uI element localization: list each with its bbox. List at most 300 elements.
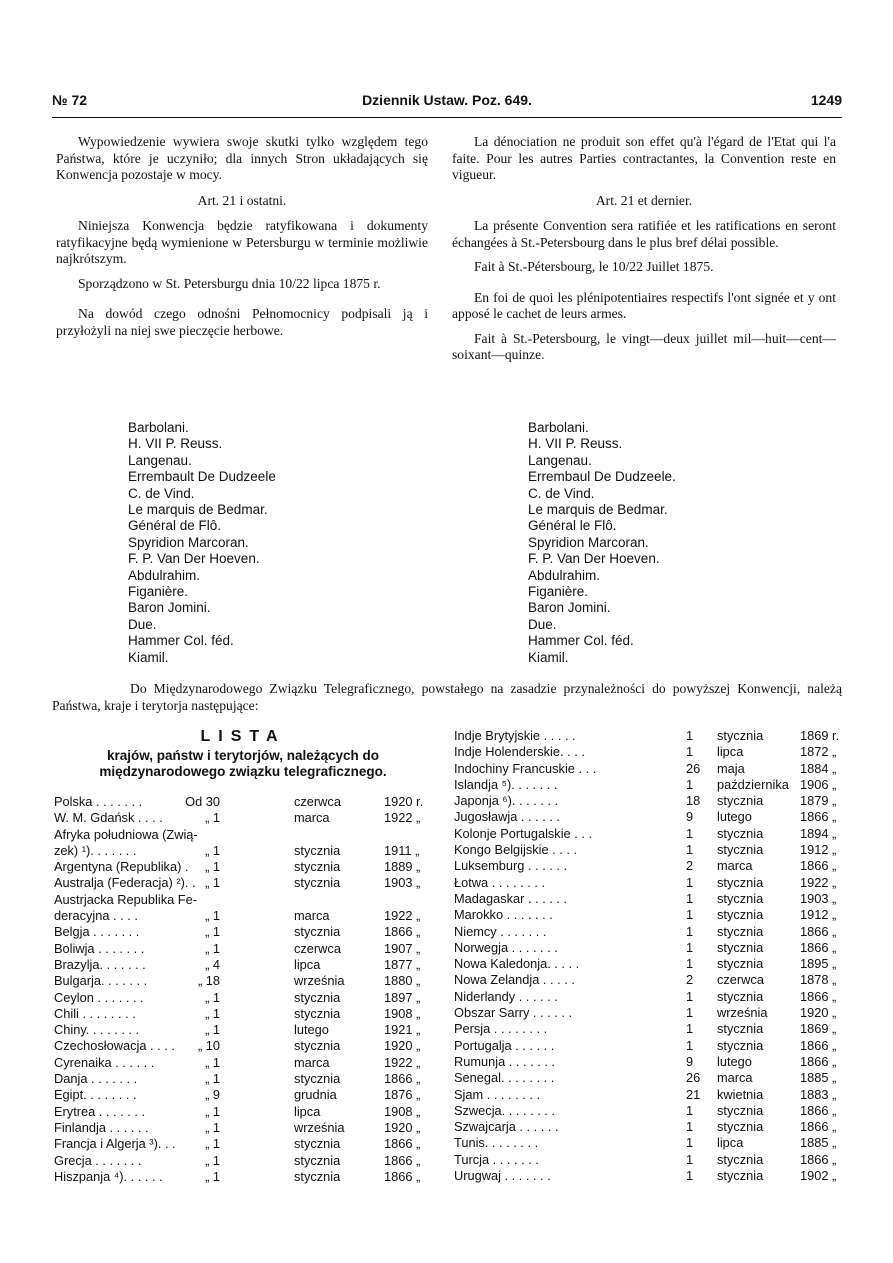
date-month: stycznia	[717, 956, 764, 972]
date-month: marca	[717, 858, 753, 874]
date-day: „ 1	[205, 875, 220, 891]
date-day: „ 1	[205, 1119, 220, 1135]
table-row	[454, 858, 838, 874]
table-row	[54, 1038, 436, 1054]
country-name: Czechosłowacja . . . .	[54, 1038, 175, 1054]
table-row	[454, 1103, 838, 1119]
date-month: stycznia	[294, 1152, 341, 1168]
country-name: Łotwa . . . . . . . .	[454, 874, 546, 890]
date-year: 1866 „	[384, 1168, 421, 1184]
date-month: lipca	[717, 1135, 744, 1151]
date-year: 1885 „	[800, 1135, 837, 1151]
country-name: Islandja ⁵). . . . . . .	[454, 776, 558, 792]
date-year: 1902 „	[800, 1168, 837, 1184]
date-month: września	[294, 1119, 345, 1135]
country-name: Luksemburg . . . . . .	[454, 858, 568, 874]
date-year: 1878 „	[800, 972, 837, 988]
country-name: Chiny. . . . . . . .	[54, 1022, 140, 1038]
table-row	[454, 1021, 838, 1037]
polish-para-witness: Na dowód czego odnośni Pełnomocnicy podpisali ją i przyłożyli na niej swe pieczęcie herbowe.	[56, 306, 428, 338]
date-year: 1866 „	[800, 1037, 837, 1053]
country-name: Ceylon . . . . . . .	[54, 989, 144, 1005]
country-name: Francja i Algerja ³). . .	[54, 1136, 176, 1152]
issue-number: № 72	[52, 92, 88, 108]
date-year: 1866 „	[800, 809, 837, 825]
country-name: Szwajcarja . . . . . .	[454, 1119, 559, 1135]
members-table-left	[54, 794, 436, 1185]
country-name: Japonja ⁶). . . . . . .	[454, 793, 559, 809]
date-day: „ 1	[205, 1071, 220, 1087]
date-day: 1	[686, 923, 694, 939]
signature: C. de Vind.	[128, 485, 195, 501]
date-month: czerwca	[717, 972, 764, 988]
table-row	[454, 956, 838, 972]
date-year: 1912 „	[800, 842, 837, 858]
date-year: 1922 „	[384, 908, 421, 924]
date-day: „ 1	[205, 1022, 220, 1038]
date-year: 1883 „	[800, 1086, 837, 1102]
date-month: stycznia	[717, 1168, 764, 1184]
date-month: stycznia	[294, 1136, 341, 1152]
table-row	[54, 1136, 436, 1152]
table-row	[454, 777, 838, 793]
table-row	[54, 990, 436, 1006]
table-row	[54, 1153, 436, 1169]
date-day: 1	[686, 939, 694, 955]
signature: Figanière.	[128, 584, 189, 600]
date-month: stycznia	[294, 1005, 341, 1021]
country-name: Obszar Sarry . . . . . .	[454, 1005, 573, 1021]
country-name: Kolonje Portugalskie . . .	[454, 825, 592, 841]
polish-para-ratification: Niniejsza Konwencja będzie ratyfikowana i dokumenty ratyfikacyjne będą wymienione w Petersburgu w terminie możliwie najkrótszym.	[56, 218, 428, 266]
country-name: Afryka południowa (Zwią-	[54, 826, 198, 842]
date-year: 1866 „	[800, 1119, 837, 1135]
date-day: 1	[686, 907, 694, 923]
date-day: „ 1	[205, 810, 220, 826]
date-month: stycznia	[294, 859, 341, 875]
date-day: 9	[686, 1053, 694, 1069]
country-name: Polska . . . . . . .	[54, 794, 143, 809]
date-day: 2	[686, 858, 694, 874]
country-name: Rumunja . . . . . . .	[454, 1053, 555, 1069]
date-year: 1894 „	[800, 825, 837, 841]
date-year: 1884 „	[800, 760, 837, 776]
date-year: 1866 „	[384, 1136, 421, 1152]
signature: Kiamil.	[528, 649, 569, 665]
table-row	[54, 1071, 436, 1087]
date-month: stycznia	[717, 1102, 764, 1118]
date-day: „ 18	[197, 973, 220, 989]
date-year: 1866 „	[800, 858, 837, 874]
country-name: Cyrenaika . . . . . .	[54, 1054, 155, 1070]
table-row	[454, 1005, 838, 1021]
date-day: „ 1	[205, 1054, 220, 1070]
date-day: 18	[686, 793, 701, 809]
table-row	[454, 744, 838, 760]
date-year: 1869 r.	[800, 728, 840, 743]
table-row	[54, 924, 436, 940]
country-name: Indochiny Francuskie . . .	[454, 760, 597, 776]
country-name: Finlandja . . . . . .	[54, 1119, 149, 1135]
signature: Le marquis de Bedmar.	[128, 502, 268, 518]
date-day: „ 10	[197, 1038, 220, 1054]
date-month: stycznia	[294, 1038, 341, 1054]
signature: Langenau.	[128, 452, 192, 468]
date-month: stycznia	[717, 939, 764, 955]
country-name: Chili . . . . . . . .	[54, 1005, 136, 1021]
country-name: Senegal. . . . . . . .	[454, 1070, 555, 1086]
list-subtitle: krajów, państw i terytorjów, należących do międzynarodowego związku telegraficznego.	[99, 748, 387, 779]
date-year: 1897 „	[384, 989, 421, 1005]
country-name: Boliwja . . . . . . .	[54, 940, 145, 956]
country-name: Danja . . . . . . .	[54, 1071, 138, 1087]
polish-article-heading: Art. 21 i ostatni.	[197, 192, 287, 208]
table-row	[454, 875, 838, 891]
date-day: „ 1	[205, 859, 220, 875]
date-day: „ 1	[205, 1136, 220, 1152]
date-year: 1908 „	[384, 1005, 421, 1021]
country-name: Tunis. . . . . . . .	[454, 1135, 539, 1151]
french-para-done: Fait à St.-Petersbourg, le vingt—deux juillet mil—huit—cent—soixant—quinze.	[452, 330, 836, 362]
signature: Errembault De Dudzeele	[128, 469, 276, 485]
country-name: deracyjna . . . .	[54, 908, 138, 924]
page-number: 1249	[810, 92, 842, 108]
signatures-right	[528, 420, 676, 666]
journal-title: Dziennik Ustaw. Poz. 649.	[362, 92, 532, 108]
country-name: Jugosławja . . . . . .	[454, 809, 560, 825]
table-row	[54, 1087, 436, 1103]
date-month: stycznia	[294, 875, 341, 891]
country-name: Argentyna (Republika) .	[54, 859, 189, 875]
date-day: „ 1	[205, 1168, 220, 1184]
date-day: 9	[686, 809, 694, 825]
signature: Baron Jomini.	[128, 600, 211, 616]
country-name: Urugwaj . . . . . . .	[454, 1168, 551, 1184]
date-month: stycznia	[717, 728, 764, 743]
date-month: stycznia	[717, 793, 764, 809]
country-name: Brazylja. . . . . . .	[54, 956, 146, 972]
table-row	[454, 940, 838, 956]
date-year: 1920 „	[384, 1038, 421, 1054]
signature: H. VII P. Reuss.	[528, 436, 623, 452]
date-day: 21	[686, 1086, 701, 1102]
signature: Hammer Col. féd.	[128, 633, 234, 649]
table-row	[454, 826, 838, 842]
country-name: Turcja . . . . . . .	[454, 1151, 539, 1167]
country-name: Szwecja. . . . . . . .	[454, 1102, 555, 1118]
date-day: 1	[686, 890, 694, 906]
date-year: 1866 „	[800, 923, 837, 939]
date-year: 1922 „	[384, 1054, 421, 1070]
date-month: stycznia	[717, 874, 764, 890]
date-day: 1	[686, 1037, 694, 1053]
date-day: „ 1	[205, 908, 220, 924]
french-para-denunciation: La dénociation ne produit son effet qu'à l'égard de l'Etat qui l'a faite. Pour les autres Parties contractantes, la Convention reste en vigueur.	[452, 134, 836, 182]
country-name: Nowa Kaledonja. . . . .	[454, 956, 580, 972]
date-month: stycznia	[717, 1037, 764, 1053]
table-row	[454, 809, 838, 825]
date-year: 1877 „	[384, 956, 421, 972]
date-year: 1879 „	[800, 793, 837, 809]
date-month: kwietnia	[717, 1086, 764, 1102]
date-year: 1876 „	[384, 1087, 421, 1103]
french-column	[452, 134, 836, 364]
signature: Général le Flô.	[528, 518, 617, 534]
country-name: zek) ¹). . . . . . .	[54, 842, 137, 858]
date-year: 1869 „	[800, 1021, 837, 1037]
date-year: 1866 „	[800, 1102, 837, 1118]
table-row	[54, 941, 436, 957]
signature: Errembaul De Dudzeele.	[528, 469, 676, 485]
country-name: Nowa Zelandja . . . . .	[454, 972, 575, 988]
country-name: Norwegja . . . . . . .	[454, 939, 558, 955]
table-row	[54, 1120, 436, 1136]
signature: F. P. Van Der Hoeven.	[528, 551, 660, 567]
table-row	[54, 1104, 436, 1120]
table-row	[54, 843, 436, 859]
date-month: stycznia	[717, 923, 764, 939]
date-year: 1903 „	[384, 875, 421, 891]
date-year: 1906 „	[800, 776, 837, 792]
date-year: 1922 „	[384, 810, 421, 826]
date-day: „ 4	[205, 956, 220, 972]
date-month: stycznia	[294, 1168, 341, 1184]
signature: C. de Vind.	[528, 485, 595, 501]
table-row	[454, 1152, 838, 1168]
date-day: „ 1	[205, 842, 220, 858]
country-name: Indje Brytyjskie . . . . .	[454, 728, 576, 743]
date-month: stycznia	[294, 842, 341, 858]
date-day: „ 1	[205, 924, 220, 940]
country-name: Egipt. . . . . . . .	[54, 1087, 137, 1103]
date-day: „ 9	[205, 1087, 220, 1103]
date-day: 1	[686, 988, 694, 1004]
date-day: 1	[686, 874, 694, 890]
date-year: 1866 „	[384, 1071, 421, 1087]
table-row	[454, 1038, 838, 1054]
date-day: 1	[686, 1135, 694, 1151]
date-day: 1	[686, 842, 694, 858]
date-month: września	[717, 1005, 768, 1021]
country-name: Indje Holenderskie. . . .	[454, 744, 585, 760]
signature: Spyridion Marcoran.	[128, 534, 249, 550]
date-day: 1	[686, 776, 694, 792]
country-name: Niderlandy . . . . . .	[454, 988, 558, 1004]
signature: Due.	[528, 616, 557, 632]
date-year: 1866 „	[384, 924, 421, 940]
country-name: Marokko . . . . . . .	[454, 907, 553, 923]
date-year: 1908 „	[384, 1103, 421, 1119]
date-month: marca	[294, 810, 330, 826]
members-table-right	[454, 728, 838, 1184]
date-year: 1903 „	[800, 890, 837, 906]
table-row	[454, 1119, 838, 1135]
table-row	[54, 892, 436, 908]
date-month: czerwca	[294, 940, 341, 956]
date-month: września	[294, 973, 345, 989]
table-row	[454, 728, 838, 744]
date-month: lutego	[717, 1053, 752, 1069]
signature: Due.	[128, 616, 157, 632]
signature: Hammer Col. féd.	[528, 633, 634, 649]
date-year: 1907 „	[384, 940, 421, 956]
date-day: 26	[686, 1070, 701, 1086]
country-name: Austrjacka Republika Fe-	[54, 891, 197, 907]
date-day: 1	[686, 728, 694, 743]
country-name: Sjam . . . . . . . .	[454, 1086, 541, 1102]
signatures-left	[128, 420, 276, 666]
table-row	[454, 907, 838, 923]
table-row	[454, 891, 838, 907]
table-row	[454, 1168, 838, 1184]
signature: Figanière.	[528, 584, 589, 600]
date-day: 1	[686, 825, 694, 841]
table-row	[54, 1055, 436, 1071]
date-month: stycznia	[717, 1119, 764, 1135]
date-month: stycznia	[717, 890, 764, 906]
table-row	[54, 1022, 436, 1038]
date-month: stycznia	[717, 988, 764, 1004]
date-year: 1895 „	[800, 956, 837, 972]
date-month: maja	[717, 760, 745, 776]
date-day: 26	[686, 760, 701, 776]
table-row	[454, 1070, 838, 1086]
date-year: 1920 r.	[384, 794, 424, 809]
date-day: 1	[686, 1005, 694, 1021]
date-month: marca	[717, 1070, 753, 1086]
date-day: 2	[686, 972, 694, 988]
table-row	[454, 1135, 838, 1151]
table-row	[454, 924, 838, 940]
signature: Langenau.	[528, 452, 592, 468]
country-name: Grecja . . . . . . .	[54, 1152, 142, 1168]
date-day: 1	[686, 744, 694, 760]
signature: Spyridion Marcoran.	[528, 534, 649, 550]
page-header	[52, 92, 842, 112]
membership-note: Do Międzynarodowego Związku Telegraficznego, powstałego na zasadzie przynależności do powyższej Konwencji, należą Państwa, kraje i terytorja następujące:	[52, 681, 842, 713]
date-day: „ 1	[205, 940, 220, 956]
signature: Barbolani.	[528, 420, 589, 435]
date-month: października	[717, 776, 789, 792]
date-year: 1920 „	[384, 1119, 421, 1135]
signature: Abdulrahim.	[128, 567, 201, 583]
country-name: Portugalja . . . . . .	[454, 1037, 555, 1053]
table-row	[54, 810, 436, 826]
table-row	[54, 827, 436, 843]
date-year: 1885 „	[800, 1070, 837, 1086]
country-name: Madagaskar . . . . . .	[454, 890, 568, 906]
date-day: „ 1	[205, 989, 220, 1005]
date-month: stycznia	[717, 842, 764, 858]
table-row	[54, 973, 436, 989]
date-year: 1880 „	[384, 973, 421, 989]
date-month: stycznia	[717, 825, 764, 841]
date-year: 1872 „	[800, 744, 837, 760]
date-year: 1920 „	[800, 1005, 837, 1021]
signature: Abdulrahim.	[528, 567, 601, 583]
date-month: stycznia	[294, 1071, 341, 1087]
date-year: 1866 „	[800, 988, 837, 1004]
country-name: Erytrea . . . . . . .	[54, 1103, 146, 1119]
date-day: 1	[686, 1021, 694, 1037]
date-month: lipca	[294, 956, 321, 972]
date-day: „ 1	[205, 1103, 220, 1119]
country-name: Niemcy . . . . . . .	[454, 923, 547, 939]
country-name: Kongo Belgijskie . . . .	[454, 842, 578, 858]
date-year: 1866 „	[384, 1152, 421, 1168]
table-row	[54, 957, 436, 973]
date-day: Od 30	[185, 794, 220, 809]
date-month: marca	[294, 1054, 330, 1070]
date-month: lutego	[717, 809, 752, 825]
date-year: 1866 „	[800, 939, 837, 955]
date-year: 1922 „	[800, 874, 837, 890]
signature: Kiamil.	[128, 649, 169, 665]
french-para-witness: En foi de quoi les plénipotentiaires respectifs l'ont signée et y ont apposé le cachet de leurs armes.	[452, 289, 836, 321]
signature: Baron Jomini.	[528, 600, 611, 616]
table-row	[54, 875, 436, 891]
table-row	[454, 761, 838, 777]
date-year: 1866 „	[800, 1053, 837, 1069]
french-para-date: Fait à St.-Pétersbourg, le 10/22 Juillet 1875.	[474, 259, 714, 274]
date-month: grudnia	[294, 1087, 337, 1103]
date-month: stycznia	[717, 1021, 764, 1037]
signature: Général de Flô.	[128, 518, 222, 534]
header-rule	[52, 117, 842, 118]
country-name: Belgja . . . . . . .	[54, 924, 140, 940]
french-article-heading: Art. 21 et dernier.	[595, 192, 693, 208]
date-year: 1866 „	[800, 1151, 837, 1167]
signature: H. VII P. Reuss.	[128, 436, 223, 452]
table-row	[54, 1169, 436, 1185]
table-row	[454, 842, 838, 858]
table-row	[54, 859, 436, 875]
date-month: stycznia	[717, 907, 764, 923]
date-day: 1	[686, 956, 694, 972]
table-row	[54, 908, 436, 924]
date-day: „ 1	[205, 1152, 220, 1168]
date-year: 1911 „	[384, 842, 420, 858]
date-year: 1889 „	[384, 859, 421, 875]
country-name: Bulgarja. . . . . . .	[54, 973, 148, 989]
signature: F. P. Van Der Hoeven.	[128, 551, 260, 567]
table-row	[54, 1006, 436, 1022]
french-para-ratification: La présente Convention sera ratifiée et les ratifications en seront échangées à St.-Petersbourg dans le plus bref délai possible.	[452, 218, 836, 250]
date-month: stycznia	[294, 924, 341, 940]
country-name: Persja . . . . . . . .	[454, 1021, 548, 1037]
date-day: 1	[686, 1151, 694, 1167]
date-day: 1	[686, 1119, 694, 1135]
table-row	[454, 1054, 838, 1070]
date-day: 1	[686, 1168, 694, 1184]
date-month: stycznia	[294, 989, 341, 1005]
table-row	[454, 793, 838, 809]
table-row	[54, 794, 436, 810]
date-day: „ 1	[205, 1005, 220, 1021]
date-year: 1921 „	[384, 1022, 421, 1038]
table-row	[454, 972, 838, 988]
polish-column	[56, 134, 428, 339]
signature: Barbolani.	[128, 420, 189, 435]
date-month: czerwca	[294, 794, 341, 809]
polish-para-date: Sporządzono w St. Petersburgu dnia 10/22 lipca 1875 r.	[78, 275, 381, 291]
date-month: lutego	[294, 1022, 329, 1038]
date-day: 1	[686, 1102, 694, 1118]
country-name: Australja (Federacja) ²). .	[54, 875, 196, 891]
table-row	[454, 989, 838, 1005]
polish-para-denunciation: Wypowiedzenie wywiera swoje skutki tylko względem tego Państwa, które je uczyniło; dla innych Stron układających się Konwencja pozostaje w mocy.	[56, 134, 428, 182]
date-month: lipca	[717, 744, 744, 760]
